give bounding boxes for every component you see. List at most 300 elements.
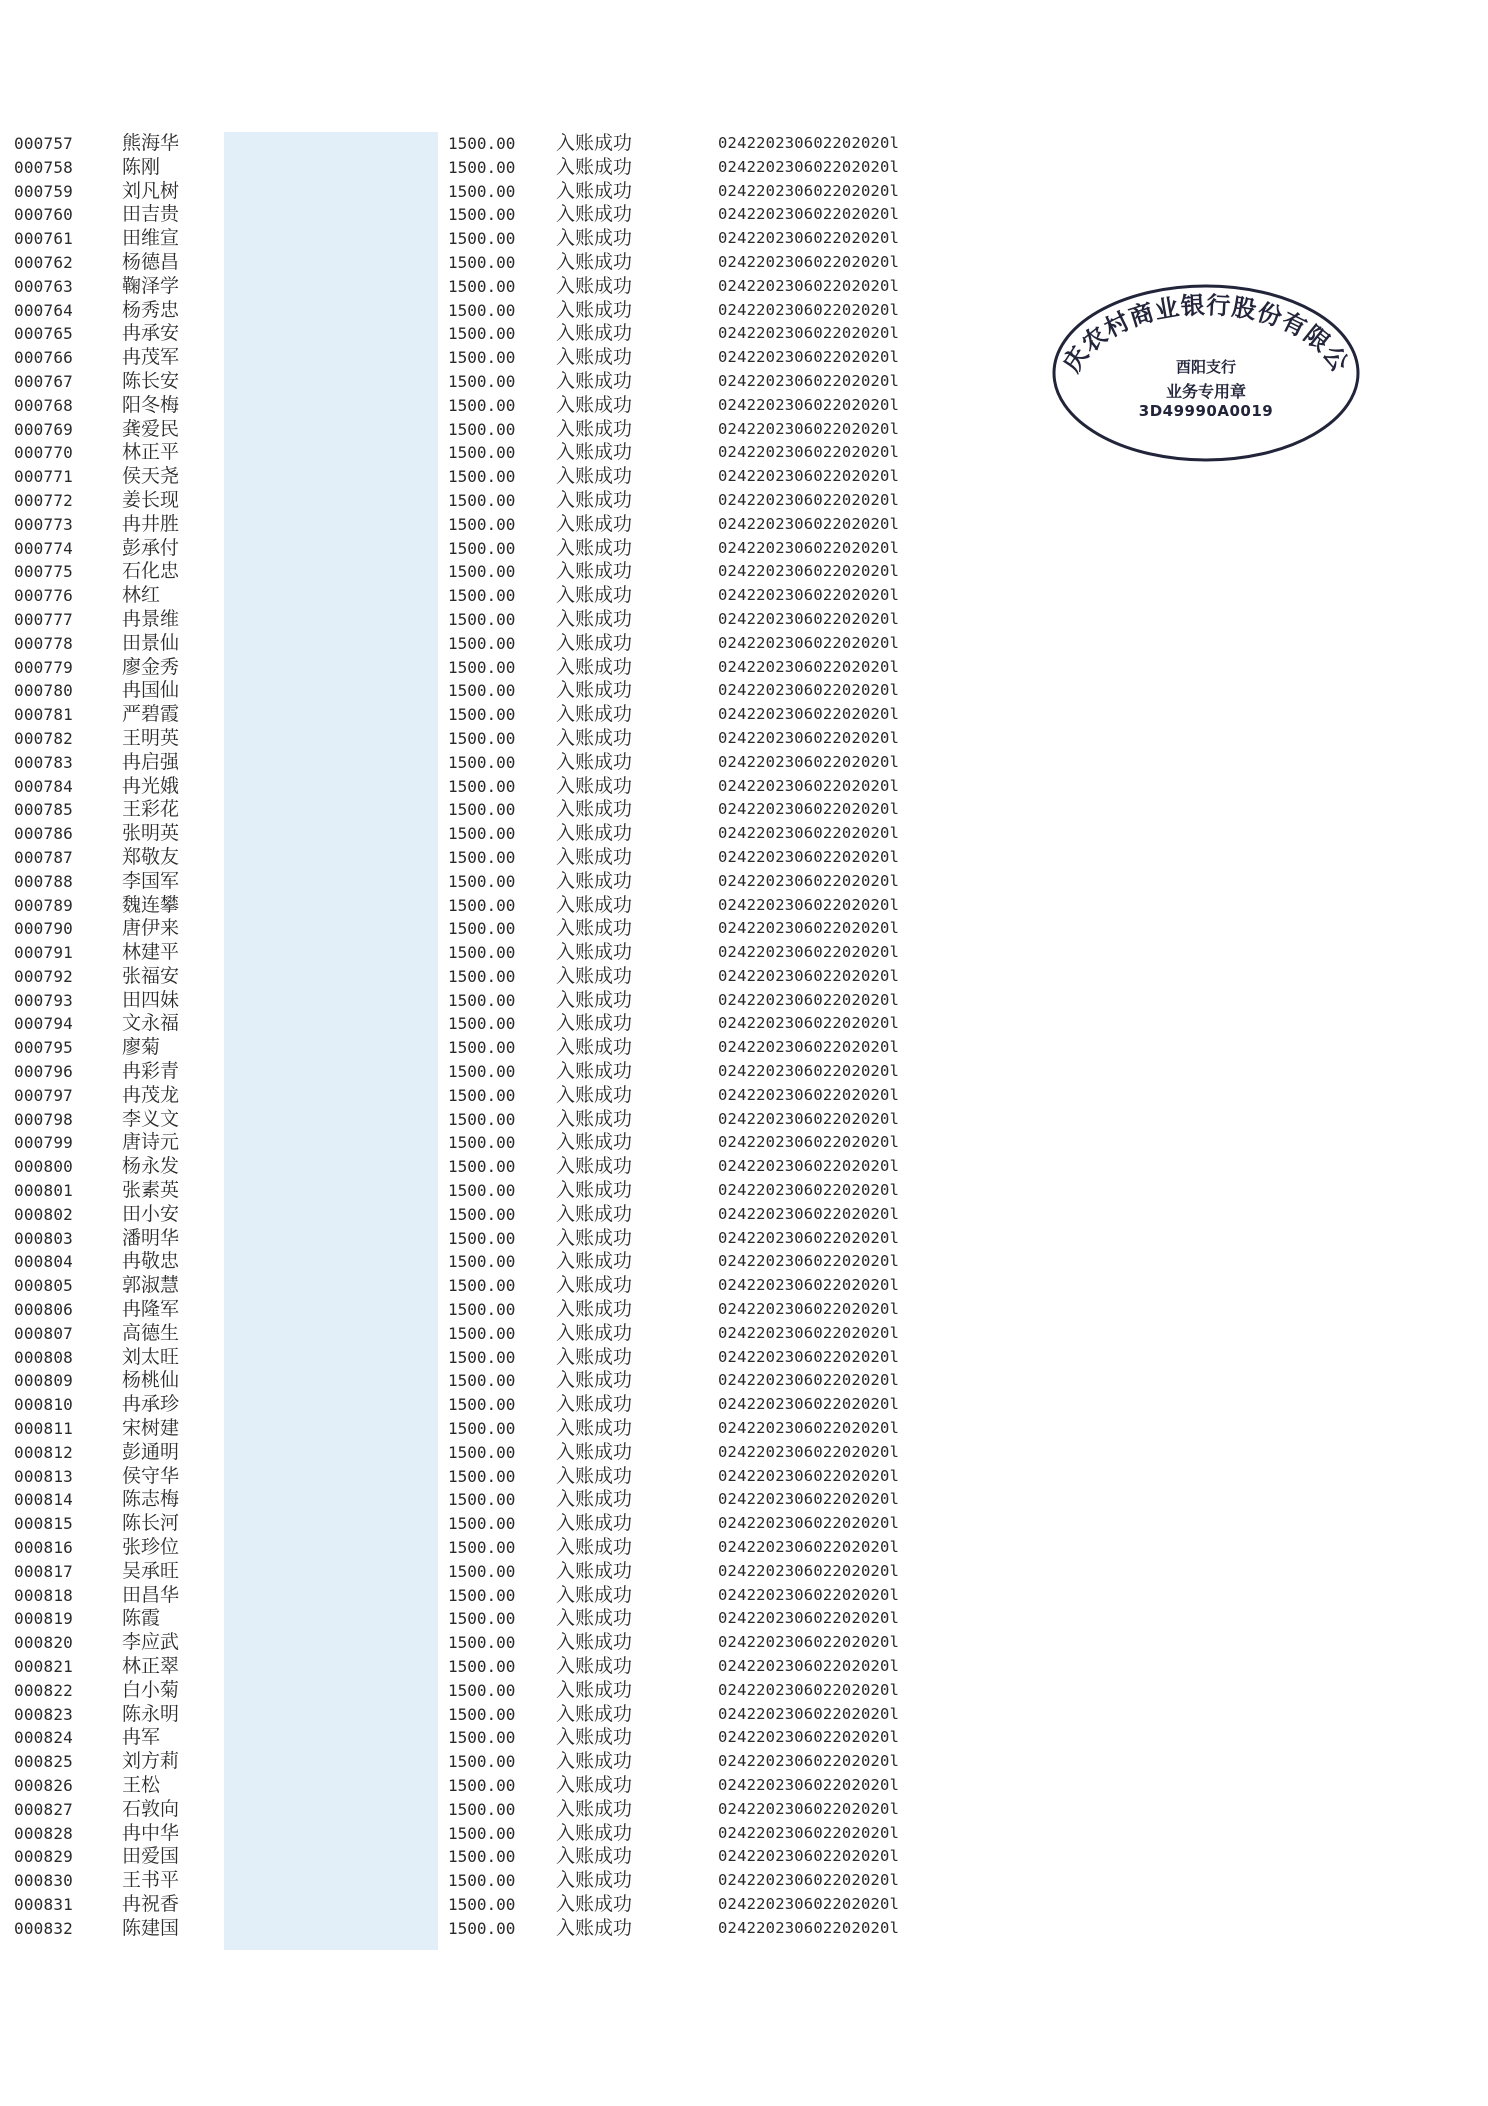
reference-number: 024220230602202020l xyxy=(718,800,900,819)
table-row xyxy=(0,822,1000,846)
reference-number: 024220230602202020l xyxy=(718,824,900,843)
status: 入账成功 xyxy=(556,441,633,464)
seal-branch: 酉阳支行 xyxy=(1175,358,1236,376)
payee-name: 林正平 xyxy=(122,441,180,464)
row-number: 000781 xyxy=(14,705,73,725)
row-number: 000773 xyxy=(14,514,73,534)
row-number: 000794 xyxy=(14,1014,73,1034)
reference-number: 024220230602202020l xyxy=(718,919,900,938)
payee-name: 林红 xyxy=(122,584,161,607)
status: 入账成功 xyxy=(556,1559,633,1582)
amount: 1500.00 xyxy=(448,181,516,201)
payee-name: 冉井胜 xyxy=(122,512,180,535)
reference-number: 024220230602202020l xyxy=(718,1871,900,1890)
payee-name: 严碧霞 xyxy=(122,703,180,726)
status: 入账成功 xyxy=(556,1179,633,1202)
payee-name: 冉光娥 xyxy=(122,774,180,797)
status: 入账成功 xyxy=(556,1726,633,1749)
reference-number: 024220230602202020l xyxy=(718,348,900,367)
row-number: 000808 xyxy=(14,1347,73,1367)
status: 入账成功 xyxy=(556,250,633,273)
reference-number: 024220230602202020l xyxy=(718,1657,900,1675)
row-number: 000766 xyxy=(14,348,73,368)
status: 入账成功 xyxy=(556,203,633,226)
table-row xyxy=(0,275,1000,299)
payee-name: 唐伊来 xyxy=(122,917,180,940)
amount: 1500.00 xyxy=(448,419,516,439)
payee-name: 冉隆军 xyxy=(122,1298,180,1321)
status: 入账成功 xyxy=(556,536,633,559)
seal-purpose: 业务专用章 xyxy=(1165,382,1246,401)
row-number: 000762 xyxy=(14,252,73,272)
reference-number: 024220230602202020l xyxy=(718,1181,900,1200)
payee-name: 石敦向 xyxy=(122,1797,180,1820)
row-number: 000807 xyxy=(14,1323,73,1343)
reference-number: 024220230602202020l xyxy=(718,1514,900,1533)
row-number: 000793 xyxy=(14,990,73,1010)
row-number: 000828 xyxy=(14,1823,73,1843)
table-row xyxy=(0,608,1000,632)
payee-name: 冉军 xyxy=(122,1726,161,1749)
table-row xyxy=(0,1274,1000,1298)
table-row xyxy=(0,775,1000,799)
amount: 1500.00 xyxy=(448,1085,516,1105)
reference-number: 024220230602202020l xyxy=(718,1442,900,1461)
payee-name: 刘凡树 xyxy=(122,179,180,202)
reference-number: 024220230602202020l xyxy=(718,134,900,152)
payee-name: 刘方莉 xyxy=(122,1750,180,1773)
table-row xyxy=(0,465,1000,489)
row-number: 000758 xyxy=(14,157,73,177)
reference-number: 024220230602202020l xyxy=(718,752,900,771)
payee-name: 鞠泽学 xyxy=(122,274,180,297)
table-row xyxy=(0,346,1000,370)
amount: 1500.00 xyxy=(448,847,516,867)
status: 入账成功 xyxy=(556,1012,633,1035)
table-row xyxy=(0,322,1000,346)
amount: 1500.00 xyxy=(448,1252,516,1272)
reference-number: 024220230602202020l xyxy=(718,1276,900,1295)
amount: 1500.00 xyxy=(448,895,516,915)
payee-name: 熊海华 xyxy=(122,132,180,154)
payee-name: 郑敬友 xyxy=(122,845,180,868)
table-row xyxy=(0,1131,1000,1155)
reference-number: 024220230602202020l xyxy=(718,252,900,271)
payee-name: 田四妹 xyxy=(122,988,180,1011)
amount: 1500.00 xyxy=(448,490,516,510)
reference-number: 024220230602202020l xyxy=(718,847,900,866)
table-row xyxy=(0,1108,1000,1132)
amount: 1500.00 xyxy=(448,229,516,249)
reference-number: 024220230602202020l xyxy=(718,1894,900,1913)
reference-number: 024220230602202020l xyxy=(718,1728,900,1747)
row-number: 000806 xyxy=(14,1300,73,1320)
amount: 1500.00 xyxy=(448,657,516,677)
row-number: 000790 xyxy=(14,919,73,939)
status: 入账成功 xyxy=(556,845,633,868)
reference-number: 024220230602202020l xyxy=(718,1323,900,1342)
reference-number: 024220230602202020l xyxy=(718,1085,900,1104)
payee-name: 吴承旺 xyxy=(122,1559,180,1582)
table-row xyxy=(0,1893,1000,1917)
payee-name: 张素英 xyxy=(122,1179,180,1202)
table-row xyxy=(0,1679,1000,1703)
status: 入账成功 xyxy=(556,607,633,630)
payee-name: 陈建国 xyxy=(122,1916,180,1939)
table-row xyxy=(0,156,1000,180)
amount: 1500.00 xyxy=(448,1847,516,1867)
status: 入账成功 xyxy=(556,1274,633,1297)
table-row xyxy=(0,1298,1000,1322)
row-number: 000785 xyxy=(14,800,73,820)
payee-name: 田爱国 xyxy=(122,1845,180,1868)
table-row xyxy=(0,1417,1000,1441)
amount: 1500.00 xyxy=(448,1466,516,1486)
status: 入账成功 xyxy=(556,988,633,1011)
table-row xyxy=(0,1488,1000,1512)
table-row xyxy=(0,1536,1000,1560)
table-row xyxy=(0,1750,1000,1774)
amount: 1500.00 xyxy=(448,1181,516,1201)
reference-number: 024220230602202020l xyxy=(718,1062,900,1081)
row-number: 000788 xyxy=(14,871,73,891)
amount: 1500.00 xyxy=(448,1395,516,1415)
reference-number: 024220230602202020l xyxy=(718,966,900,985)
status: 入账成功 xyxy=(556,322,633,345)
amount: 1500.00 xyxy=(448,1680,516,1700)
amount: 1500.00 xyxy=(448,395,516,415)
payee-name: 冉祝香 xyxy=(122,1892,180,1915)
row-number: 000829 xyxy=(14,1847,73,1867)
seal-arc-text: 庆农村商业银行股份有限公 xyxy=(1056,290,1356,378)
row-number: 000761 xyxy=(14,229,73,249)
status: 入账成功 xyxy=(556,1536,633,1559)
row-number: 000775 xyxy=(14,562,73,582)
table-row xyxy=(0,1036,1000,1060)
amount: 1500.00 xyxy=(448,1062,516,1082)
payee-name: 侯天尧 xyxy=(122,465,180,488)
table-row xyxy=(0,132,1000,156)
reference-number: 024220230602202020l xyxy=(718,181,900,200)
table-row xyxy=(0,751,1000,775)
table-row xyxy=(0,846,1000,870)
payee-name: 李义文 xyxy=(122,1107,180,1130)
amount: 1500.00 xyxy=(448,728,516,748)
reference-number: 024220230602202020l xyxy=(718,395,900,414)
status: 入账成功 xyxy=(556,1202,633,1225)
row-number: 000784 xyxy=(14,776,73,796)
table-row xyxy=(0,989,1000,1013)
row-number: 000778 xyxy=(14,633,73,653)
payee-name: 陈刚 xyxy=(122,155,161,178)
payee-name: 林正翠 xyxy=(122,1655,180,1677)
row-number: 000787 xyxy=(14,847,73,867)
amount: 1500.00 xyxy=(448,205,516,225)
row-number: 000810 xyxy=(14,1395,73,1415)
status: 入账成功 xyxy=(556,393,633,416)
table-row xyxy=(0,1322,1000,1346)
table-row xyxy=(0,894,1000,918)
row-number: 000786 xyxy=(14,824,73,844)
status: 入账成功 xyxy=(556,1916,633,1939)
status: 入账成功 xyxy=(556,1417,633,1440)
payee-name: 杨德昌 xyxy=(122,250,180,273)
status: 入账成功 xyxy=(556,1702,633,1725)
reference-number: 024220230602202020l xyxy=(718,419,900,438)
amount: 1500.00 xyxy=(448,538,516,558)
reference-number: 024220230602202020l xyxy=(718,1038,900,1057)
amount: 1500.00 xyxy=(448,1823,516,1843)
amount: 1500.00 xyxy=(448,514,516,534)
amount: 1500.00 xyxy=(448,1371,516,1391)
table-row xyxy=(0,1346,1000,1370)
status: 入账成功 xyxy=(556,1393,633,1416)
reference-number: 024220230602202020l xyxy=(718,514,900,533)
table-row xyxy=(0,1560,1000,1584)
amount: 1500.00 xyxy=(448,1442,516,1462)
reference-number: 024220230602202020l xyxy=(718,1204,900,1223)
row-number: 000792 xyxy=(14,966,73,986)
table-row xyxy=(0,1012,1000,1036)
reference-number: 024220230602202020l xyxy=(718,633,900,652)
reference-number: 024220230602202020l xyxy=(718,1252,900,1271)
table-row xyxy=(0,656,1000,680)
payee-name: 王松 xyxy=(122,1773,161,1796)
amount: 1500.00 xyxy=(448,1752,516,1772)
amount: 1500.00 xyxy=(448,1799,516,1819)
row-number: 000802 xyxy=(14,1204,73,1224)
payee-name: 杨桃仙 xyxy=(122,1369,180,1392)
amount: 1500.00 xyxy=(448,1204,516,1224)
status: 入账成功 xyxy=(556,1345,633,1368)
row-number: 000799 xyxy=(14,1133,73,1153)
amount: 1500.00 xyxy=(448,467,516,487)
reference-number: 024220230602202020l xyxy=(718,609,900,628)
payee-name: 陈长河 xyxy=(122,1512,180,1535)
row-number: 000817 xyxy=(14,1561,73,1581)
reference-number: 024220230602202020l xyxy=(718,157,900,176)
table-row xyxy=(0,489,1000,513)
amount: 1500.00 xyxy=(448,1585,516,1605)
row-number: 000759 xyxy=(14,181,73,201)
status: 入账成功 xyxy=(556,1821,633,1844)
amount: 1500.00 xyxy=(448,1514,516,1534)
payee-name: 冉启强 xyxy=(122,750,180,773)
row-number: 000804 xyxy=(14,1252,73,1272)
reference-number: 024220230602202020l xyxy=(718,705,900,724)
table-row xyxy=(0,1822,1000,1846)
payee-name: 田小安 xyxy=(122,1202,180,1225)
table-row xyxy=(0,1774,1000,1798)
amount: 1500.00 xyxy=(448,824,516,844)
payee-name: 白小菊 xyxy=(122,1678,180,1701)
reference-number: 024220230602202020l xyxy=(718,1633,900,1652)
row-number: 000831 xyxy=(14,1894,73,1914)
payee-name: 田景仙 xyxy=(122,631,180,654)
payee-name: 彭承付 xyxy=(122,536,180,559)
payment-list xyxy=(0,132,1000,1941)
row-number: 000815 xyxy=(14,1514,73,1534)
payee-name: 陈志梅 xyxy=(122,1488,180,1511)
status: 入账成功 xyxy=(556,227,633,250)
table-row xyxy=(0,227,1000,251)
row-number: 000816 xyxy=(14,1538,73,1558)
reference-number: 024220230602202020l xyxy=(718,538,900,557)
reference-number: 024220230602202020l xyxy=(718,1799,900,1818)
reference-number: 024220230602202020l xyxy=(718,229,900,248)
reference-number: 024220230602202020l xyxy=(718,1847,900,1866)
amount: 1500.00 xyxy=(448,1871,516,1891)
reference-number: 024220230602202020l xyxy=(718,1680,900,1699)
row-number: 000803 xyxy=(14,1228,73,1248)
reference-number: 024220230602202020l xyxy=(718,1490,900,1509)
table-row xyxy=(0,941,1000,965)
payee-name: 阳冬梅 xyxy=(122,393,180,416)
payee-name: 冉茂军 xyxy=(122,346,180,369)
row-number: 000820 xyxy=(14,1633,73,1653)
status: 入账成功 xyxy=(556,703,633,726)
status: 入账成功 xyxy=(556,1797,633,1820)
reference-number: 024220230602202020l xyxy=(718,1347,900,1366)
status: 入账成功 xyxy=(556,1631,633,1654)
amount: 1500.00 xyxy=(448,919,516,939)
table-row xyxy=(0,1250,1000,1274)
table-row xyxy=(0,1369,1000,1393)
table-row xyxy=(0,1441,1000,1465)
row-number: 000782 xyxy=(14,728,73,748)
row-number: 000757 xyxy=(14,134,73,153)
row-number: 000777 xyxy=(14,609,73,629)
row-number: 000769 xyxy=(14,419,73,439)
payee-name: 龚爱民 xyxy=(122,417,180,440)
status: 入账成功 xyxy=(556,1583,633,1606)
amount: 1500.00 xyxy=(448,966,516,986)
table-row xyxy=(0,632,1000,656)
row-number: 000805 xyxy=(14,1276,73,1296)
reference-number: 024220230602202020l xyxy=(718,1585,900,1604)
status: 入账成功 xyxy=(556,1036,633,1059)
amount: 1500.00 xyxy=(448,1561,516,1581)
status: 入账成功 xyxy=(556,893,633,916)
status: 入账成功 xyxy=(556,1464,633,1487)
reference-number: 024220230602202020l xyxy=(718,205,900,224)
payee-name: 陈永明 xyxy=(122,1702,180,1725)
amount: 1500.00 xyxy=(448,348,516,368)
row-number: 000823 xyxy=(14,1704,73,1724)
reference-number: 024220230602202020l xyxy=(718,324,900,343)
status: 入账成功 xyxy=(556,369,633,392)
payee-name: 姜长现 xyxy=(122,488,180,511)
status: 入账成功 xyxy=(556,1750,633,1773)
row-number: 000779 xyxy=(14,657,73,677)
status: 入账成功 xyxy=(556,1892,633,1915)
amount: 1500.00 xyxy=(448,586,516,606)
seal-code: 3D49990A0019 xyxy=(1138,402,1274,420)
status: 入账成功 xyxy=(556,750,633,773)
table-row xyxy=(0,394,1000,418)
table-row xyxy=(0,537,1000,561)
reference-number: 024220230602202020l xyxy=(718,371,900,390)
reference-number: 024220230602202020l xyxy=(718,1823,900,1842)
status: 入账成功 xyxy=(556,1655,633,1677)
status: 入账成功 xyxy=(556,869,633,892)
payee-name: 石化忠 xyxy=(122,560,180,583)
status: 入账成功 xyxy=(556,179,633,202)
payee-name: 潘明华 xyxy=(122,1226,180,1249)
row-number: 000783 xyxy=(14,752,73,772)
status: 入账成功 xyxy=(556,1060,633,1083)
row-number: 000795 xyxy=(14,1038,73,1058)
payee-name: 冉承珍 xyxy=(122,1393,180,1416)
reference-number: 024220230602202020l xyxy=(718,1395,900,1414)
amount: 1500.00 xyxy=(448,1276,516,1296)
table-row xyxy=(0,370,1000,394)
amount: 1500.00 xyxy=(448,1228,516,1248)
payee-name: 杨永发 xyxy=(122,1155,180,1178)
status: 入账成功 xyxy=(556,964,633,987)
table-row xyxy=(0,299,1000,323)
status: 入账成功 xyxy=(556,1369,633,1392)
reference-number: 024220230602202020l xyxy=(718,300,900,319)
table-row xyxy=(0,1631,1000,1655)
amount: 1500.00 xyxy=(448,300,516,320)
table-row xyxy=(0,584,1000,608)
row-number: 000809 xyxy=(14,1371,73,1391)
status: 入账成功 xyxy=(556,584,633,607)
payee-name: 张珍位 xyxy=(122,1536,180,1559)
row-number: 000768 xyxy=(14,395,73,415)
table-row xyxy=(0,679,1000,703)
row-number: 000760 xyxy=(14,205,73,225)
payee-name: 张福安 xyxy=(122,964,180,987)
status: 入账成功 xyxy=(556,1773,633,1796)
payee-name: 冉国仙 xyxy=(122,679,180,702)
amount: 1500.00 xyxy=(448,1894,516,1914)
status: 入账成功 xyxy=(556,346,633,369)
status: 入账成功 xyxy=(556,488,633,511)
table-row xyxy=(0,917,1000,941)
row-number: 000818 xyxy=(14,1585,73,1605)
status: 入账成功 xyxy=(556,1131,633,1154)
table-row xyxy=(0,203,1000,227)
row-number: 000825 xyxy=(14,1752,73,1772)
amount: 1500.00 xyxy=(448,1419,516,1439)
payee-name: 文永福 xyxy=(122,1012,180,1035)
status: 入账成功 xyxy=(556,274,633,297)
amount: 1500.00 xyxy=(448,1347,516,1367)
payee-name: 高德生 xyxy=(122,1321,180,1344)
row-number: 000797 xyxy=(14,1085,73,1105)
payee-name: 冉彩青 xyxy=(122,1060,180,1083)
status: 入账成功 xyxy=(556,1488,633,1511)
table-row xyxy=(0,965,1000,989)
table-row xyxy=(0,180,1000,204)
amount: 1500.00 xyxy=(448,1704,516,1724)
reference-number: 024220230602202020l xyxy=(718,1133,900,1152)
amount: 1500.00 xyxy=(448,752,516,772)
row-number: 000814 xyxy=(14,1490,73,1510)
amount: 1500.00 xyxy=(448,776,516,796)
row-number: 000776 xyxy=(14,586,73,606)
amount: 1500.00 xyxy=(448,609,516,629)
payee-name: 王彩花 xyxy=(122,798,180,821)
status: 入账成功 xyxy=(556,465,633,488)
table-row xyxy=(0,441,1000,465)
reference-number: 024220230602202020l xyxy=(718,1014,900,1033)
status: 入账成功 xyxy=(556,798,633,821)
status: 入账成功 xyxy=(556,941,633,964)
status: 入账成功 xyxy=(556,1321,633,1344)
